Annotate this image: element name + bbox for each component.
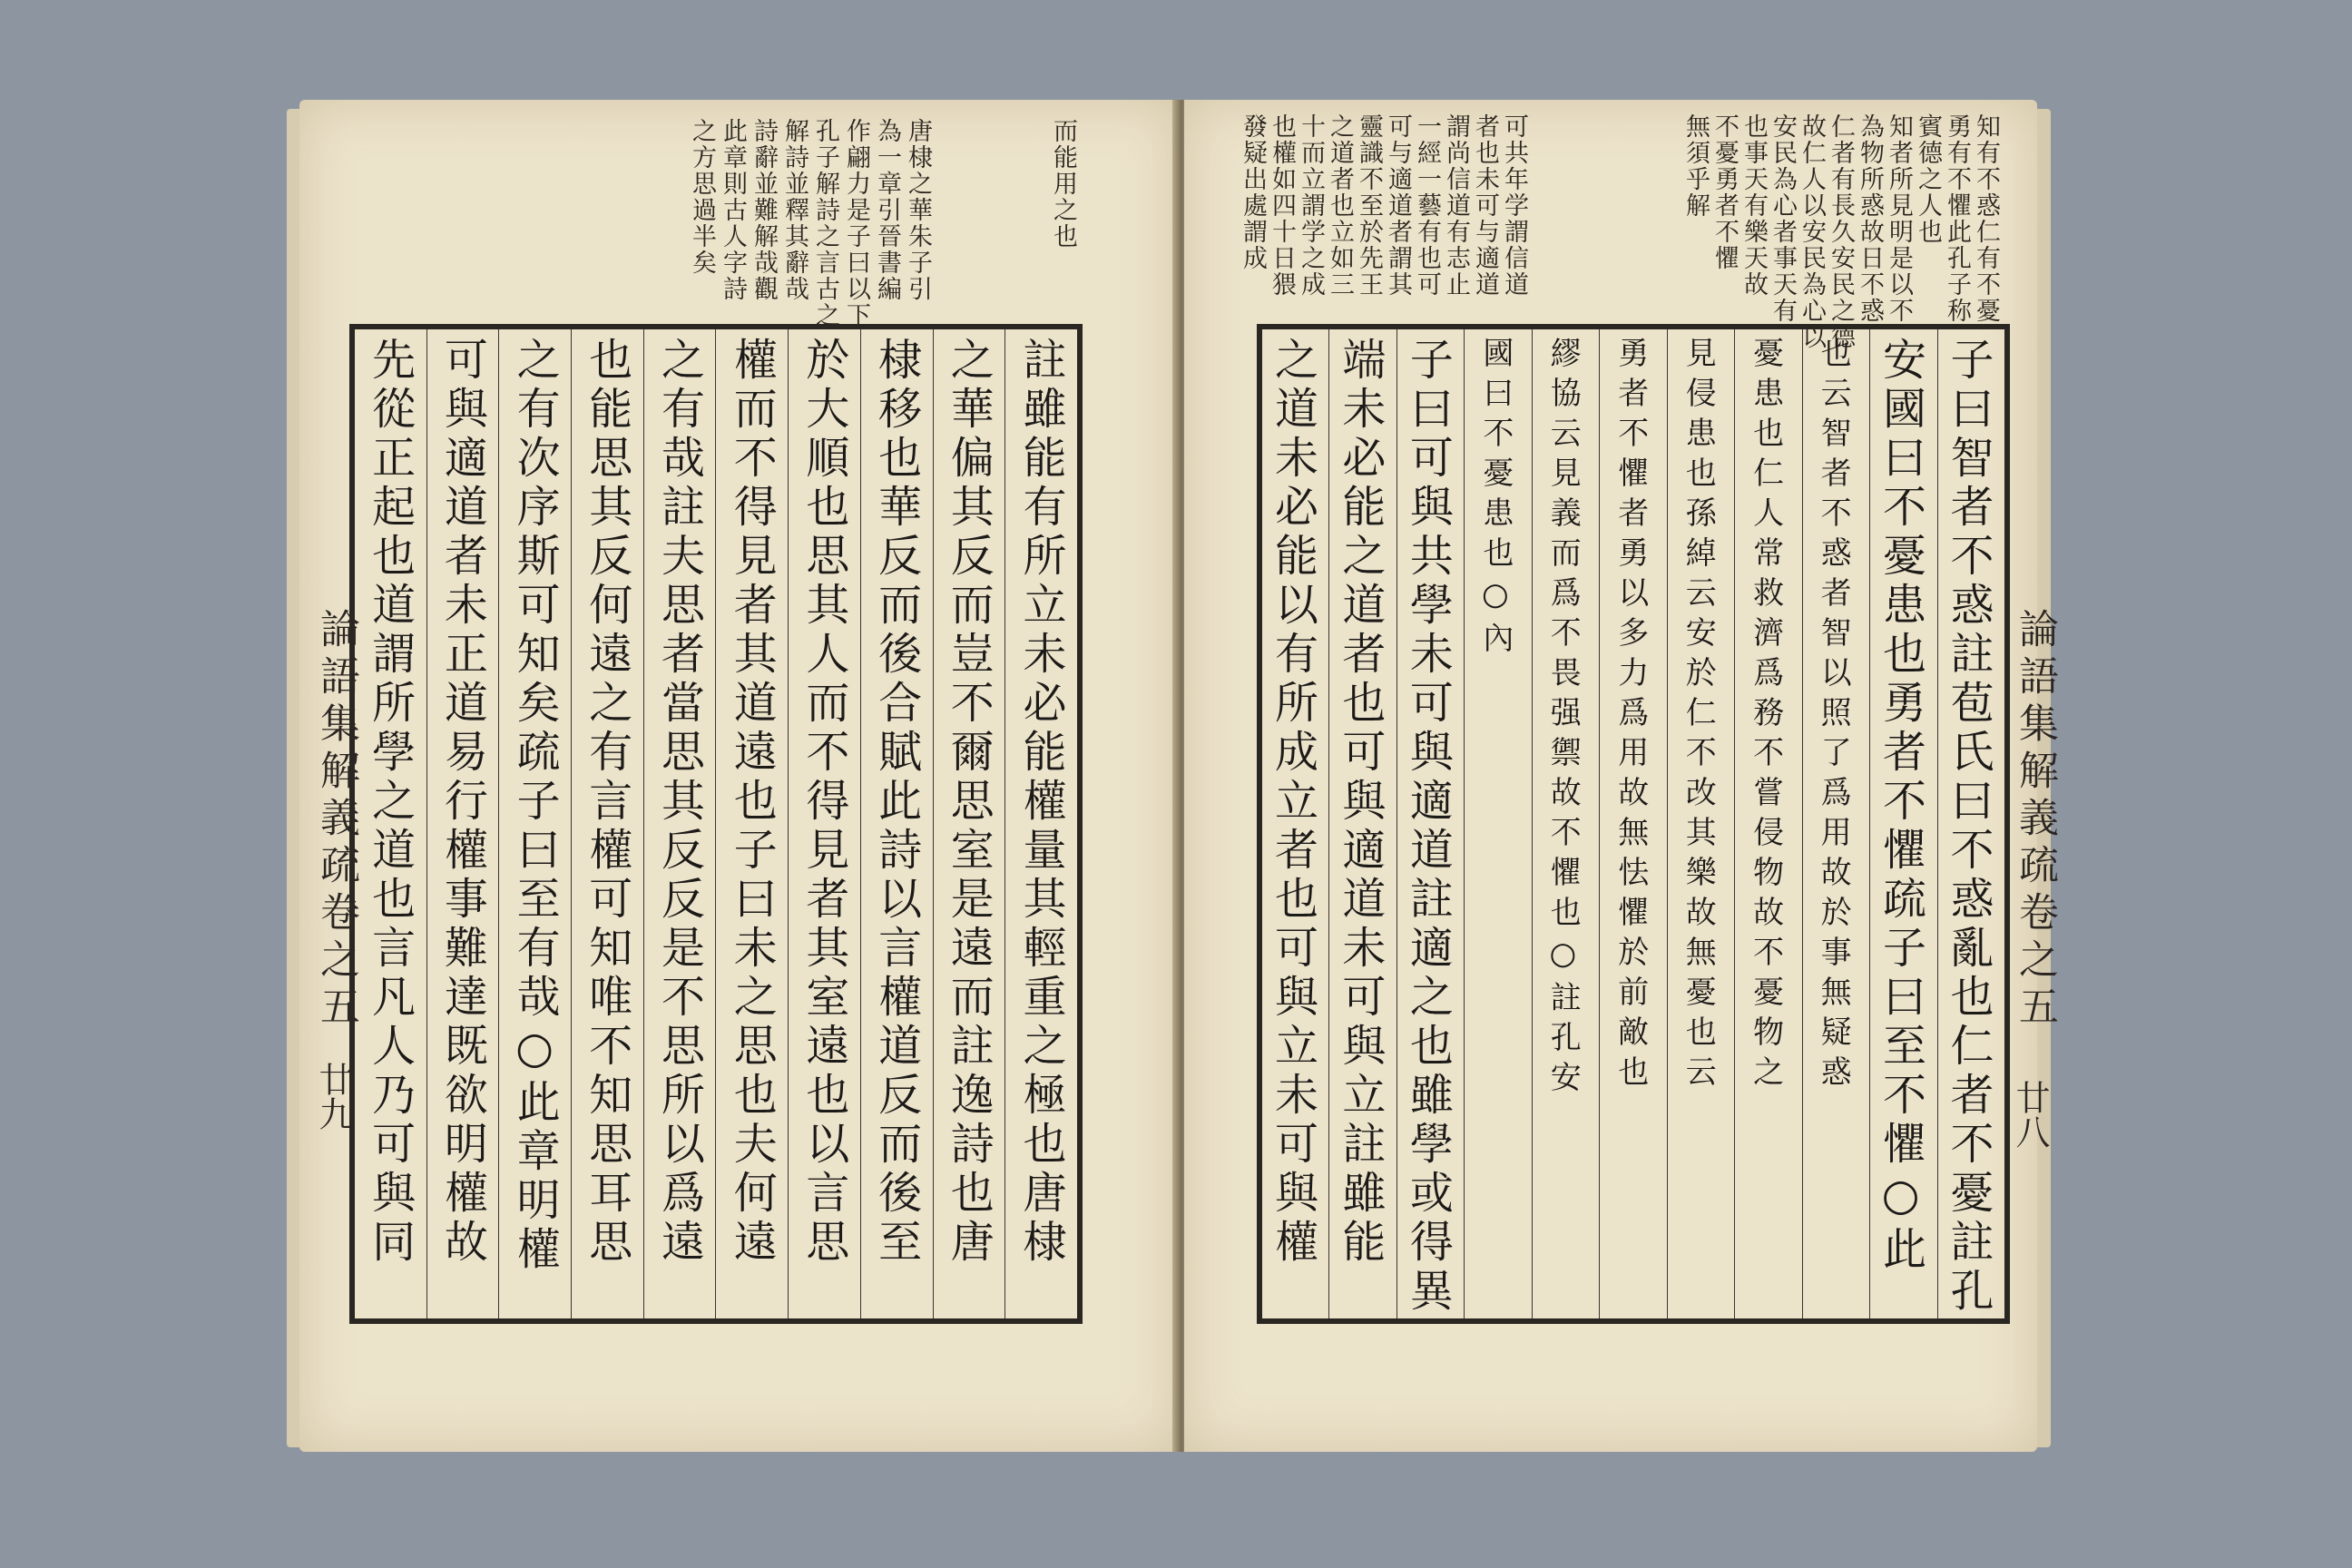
right-text-frame [1257,324,2010,1324]
right-margin-note-far-line: 知有不惑仁有不憂 [1972,113,2000,324]
right-text-column: 安國曰不憂患也勇者不懼疏子曰至不懼○此 [1869,329,1936,1318]
right-margin-note-far-line: 故仁人以安民為心以 [1798,113,1826,350]
right-margin-note-line: 十而立謂学之成 [1297,113,1325,298]
right-margin-note-line: 發疑出處謂成 [1239,113,1267,271]
left-margin-note-line: 此章則古人字詩 [719,118,747,302]
right-margin-note-far-line: 知者所見明是以不 [1885,113,1913,324]
left-margin-note-line: 作翩力是子曰以下 [842,118,870,328]
right-margin-note-line: 可与適道者謂其 [1384,113,1412,298]
right-folio: 廿八 [2010,1080,2050,1149]
left-text-column: 可與適道者未正道易行權事難達既欲明權故 [426,329,499,1318]
left-margin-note-line: 孔子解詩之言古之 [811,118,839,328]
right-margin-note-line: 一經一藝有也可 [1413,113,1441,298]
right-margin-note-line: 之道者也立如三 [1326,113,1354,298]
right-margin-note-line: 也權如四十日猥 [1268,113,1296,298]
right-text-column: 子曰可與共學未可與適道註適之也雖學或得異 [1396,329,1464,1318]
left-text-column: 之有哉註夫思者當思其反反是不思所以爲遠 [643,329,716,1318]
left-margin-note-line: 解詩並釋其辭哉 [780,118,808,302]
right-margin-note-line: 謂尚信道有志止 [1442,113,1470,298]
left-text-column: 也能思其反何遠之有言權可知唯不知思耳思 [571,329,643,1318]
left-text-column: 之有次序斯可知矣疏子曰至有哉○此章明權 [498,329,571,1318]
left-text-column: 權而不得見者其道遠也子曰未之思也夫何遠 [715,329,788,1318]
left-text-column: 棣移也華反而後合賦此詩以言權道反而後至 [860,329,933,1318]
right-text-column: 也云智者不惑者智以照了爲用故於事無疑惑 [1802,329,1869,1318]
right-text-column: 子曰智者不惑註苞氏曰不惑亂也仁者不憂註孔 [1937,329,2004,1318]
right-text-column: 端未必能之道者也可與適道未可與立註雖能 [1328,329,1396,1318]
right-margin-note-far-line: 勇有不懼此孔子称 [1943,113,1971,324]
left-text-column: 註雖能有所立未必能權量其輕重之極也唐棣 [1004,329,1077,1318]
right-margin-note-line: 者也未可与適道 [1471,113,1499,298]
right-margin-note-far-line: 安民為心者事天有 [1769,113,1797,324]
left-margin-note-line: 為一章引晉書編 [873,118,901,302]
right-margin-note-far-line: 賓德之人也 [1914,113,1942,245]
left-text-column: 之華偏其反而豈不爾思室是遠而註逸詩也唐 [933,329,1005,1318]
open-book [299,100,2069,1461]
right-margin-note-far-line: 無須乎解 [1681,113,1710,219]
left-margin-note-line: 唐棣之華朱子引 [904,118,932,302]
right-margin-note-line: 可共年学謂信道 [1500,113,1528,298]
left-margin-note-line: 之方思過半矣 [688,118,716,276]
left-text-column: 先從正起也道謂所學之道也言凡人乃可與同 [364,337,416,1268]
right-margin-note-far-line: 不憂勇者不懼 [1710,113,1739,271]
left-margin-note-short: 而能用之也 [1049,118,1077,250]
right-text-column: 國曰不憂患也○內 [1464,329,1531,1318]
right-text-column: 繆協云見義而爲不畏强禦故不懼也○註孔安 [1532,329,1599,1318]
left-text-frame [349,324,1083,1324]
right-margin-note-far-line: 也事天有樂天故 [1740,113,1768,298]
right-text-column: 之道未必能以有所成立者也可與立未可與權 [1267,337,1318,1268]
left-title-strip: 論語集解義疏卷之五 [313,608,359,1033]
left-text-column: 於大順也思其人而不得見者其室遠也以言思 [788,329,860,1318]
right-margin-note-far-line: 仁者有長久安民之德 [1827,113,1855,350]
left-folio: 廿九 [313,1062,353,1131]
right-text-column: 見侵患也孫綽云安於仁不改其樂故無憂也云 [1667,329,1734,1318]
right-margin-note-far-line: 為物所惑故日不惑 [1856,113,1884,324]
right-title-strip: 論語集解義疏卷之五 [2012,608,2058,1033]
right-margin-note-line: 靈識不至於先王 [1355,113,1383,298]
left-margin-note-line: 詩辭並難解哉觀 [750,118,778,302]
right-text-column: 勇者不懼者勇以多力爲用故無怯懼於前敵也 [1599,329,1666,1318]
right-text-column: 憂患也仁人常救濟爲務不嘗侵物故不憂物之 [1734,329,1801,1318]
left-page [299,100,1178,1452]
